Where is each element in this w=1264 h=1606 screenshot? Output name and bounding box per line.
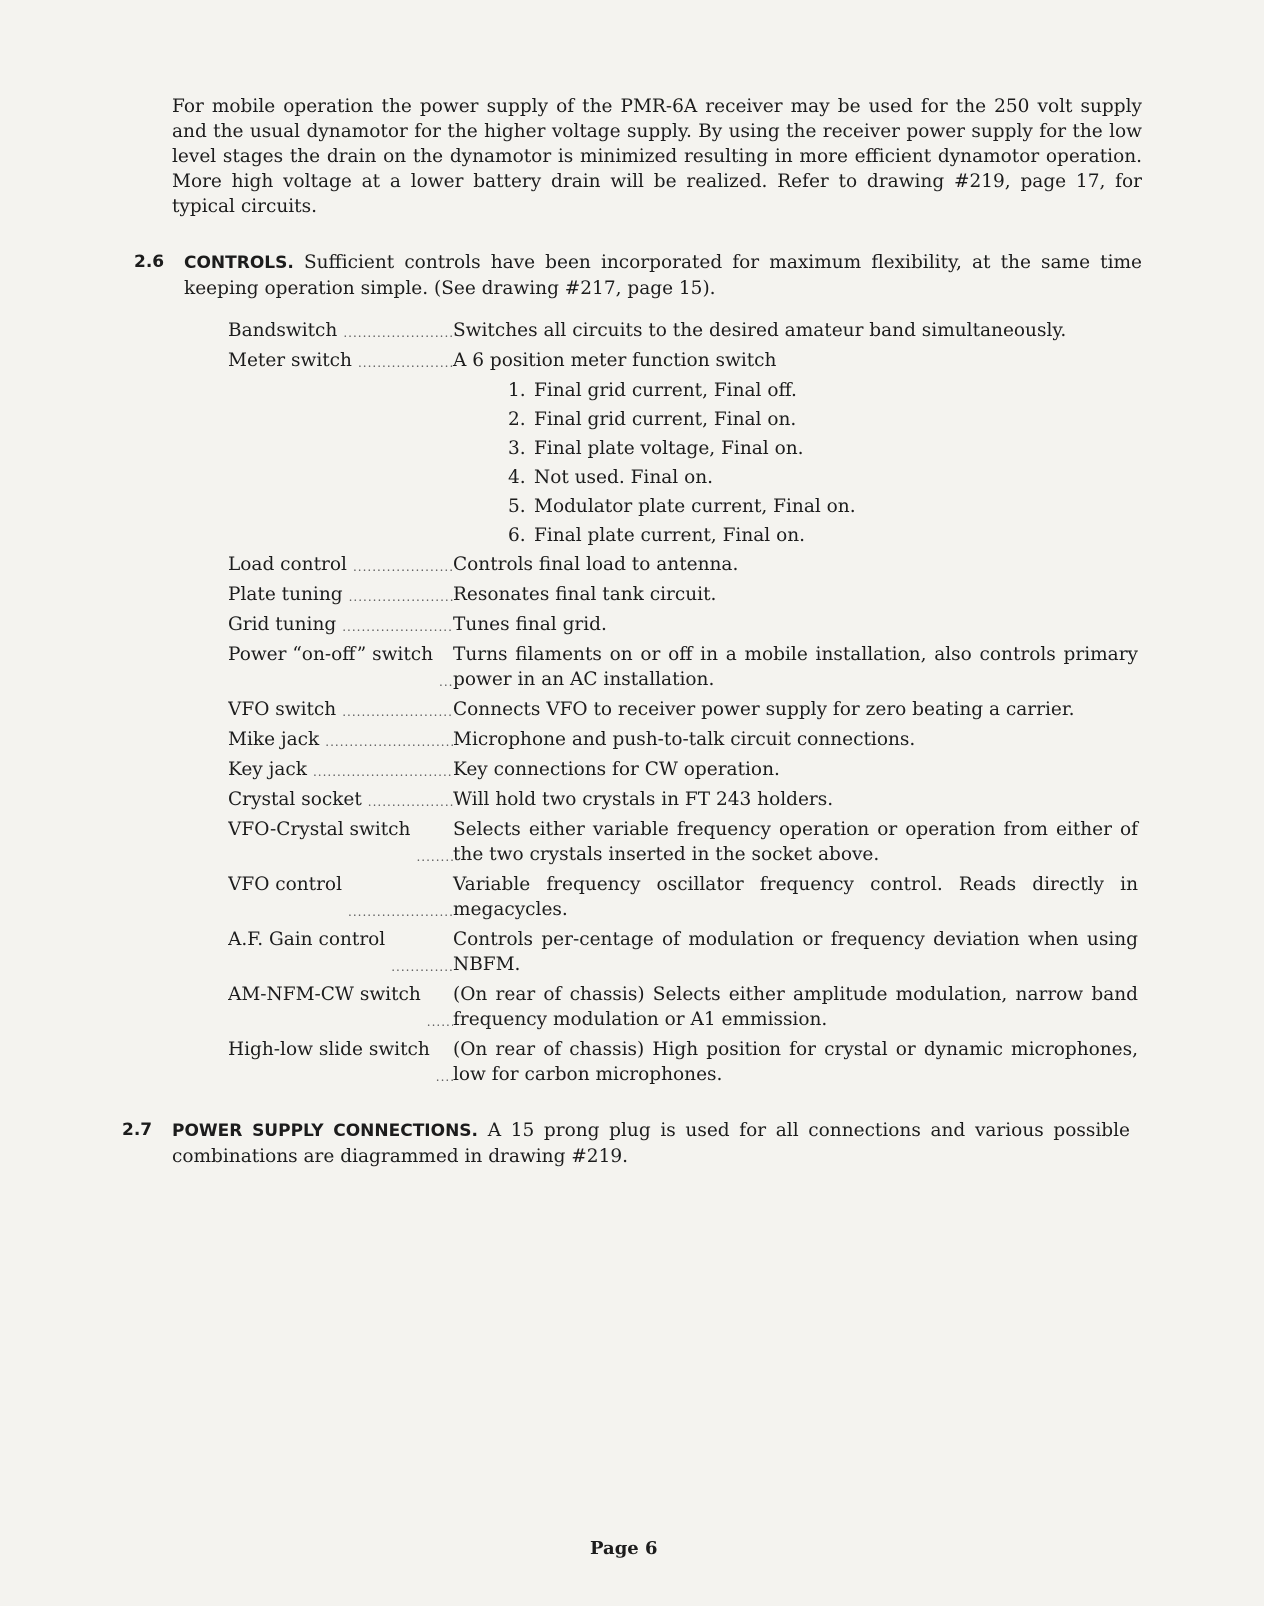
dot-leader [325,732,453,752]
control-label: Mike jack [228,729,320,750]
control-description: Controls final load to antenna. [453,554,739,575]
item-number: 5. [508,496,526,517]
control-label: A.F. Gain control [228,929,386,950]
intro-text: For mobile operation the power supply of the PMR-6A receiver may be used for the 250 volt supply and the usual dynamotor for the higher voltage supply. By using the receiver power supply for the low level stages the drain on the dynamotor is minimized resulting in more efficient dynamotor operation. More high voltage at a lower battery drain will be realized. Refer to drawing #219, page 17, for typical circuits. [172,96,1142,217]
control-row [228,348,1138,373]
control-row [228,927,1138,977]
dot-leader [391,957,453,977]
meter-position-item [508,436,1138,461]
dot-leader [416,847,453,867]
dot-leader [358,353,453,373]
control-description: A 6 position meter function switch [453,350,777,371]
controls-list [228,318,1138,1092]
control-label: Key jack [228,759,307,780]
control-description: (On rear of chassis) Selects either amplitude modulation, narrow band frequency modulation or A1 emmission. [453,984,1138,1030]
control-row [228,697,1138,722]
control-row [228,552,1138,577]
control-description: Resonates final tank circuit. [453,584,717,605]
meter-position-item [508,494,1138,519]
meter-position-item [508,407,1138,432]
dot-leader [342,617,453,637]
item-number: 6. [508,525,526,546]
control-label: Bandswitch [228,320,338,341]
control-label: VFO switch [228,699,337,720]
control-row [228,872,1138,922]
control-label: Meter switch [228,350,352,371]
section-text: A 15 prong plug is used for all connections and various possible combinations are diagrammed in drawing #219. [172,1120,1130,1167]
control-label: Grid tuning [228,614,337,635]
control-description: Connects VFO to receiver power supply for zero beating a carrier. [453,699,1075,720]
section-text: Sufficient controls have been incorporated for maximum flexibility, at the same time keeping operation simple. (See drawing #217, page 15). [184,252,1142,299]
control-row [228,642,1138,692]
control-row [228,582,1138,607]
control-description: Switches all circuits to the desired amateur band simultaneously. [453,320,1067,341]
dot-leader [343,323,453,343]
control-label: Power “on-off” switch [228,644,434,665]
dot-leader [342,702,453,722]
control-row [228,612,1138,637]
item-text: Final plate current, Final on. [534,525,805,546]
control-label: VFO control [228,874,342,895]
meter-position-item [508,523,1138,548]
control-description: Controls per-centage of modulation or frequency deviation when using NBFM. [453,929,1138,975]
control-row [228,727,1138,752]
control-description: Turns filaments on or off in a mobile installation, also controls primary power in an AC installation. [453,644,1138,690]
item-number: 3. [508,438,526,459]
control-row [228,1037,1138,1087]
control-row [228,982,1138,1032]
control-label: Load control [228,554,347,575]
control-label: Crystal socket [228,789,362,810]
meter-positions-list [508,378,1138,548]
item-text: Final plate voltage, Final on. [534,438,804,459]
item-text: Modulator plate current, Final on. [534,496,856,517]
dot-leader [439,672,453,692]
control-label: Plate tuning [228,584,343,605]
control-row [228,817,1138,867]
item-number: 1. [508,380,526,401]
dot-leader [348,902,453,922]
dot-leader [427,1012,453,1032]
item-number: 4. [508,467,526,488]
section-2-7 [122,1118,1130,1169]
control-description: Variable frequency oscillator frequency control. Reads directly in megacycles. [453,874,1138,920]
control-row [228,787,1138,812]
control-label: AM-NFM-CW switch [228,984,421,1005]
control-row [228,757,1138,782]
control-description: Tunes final grid. [453,614,607,635]
intro-paragraph [172,94,1142,219]
item-text: Not used. Final on. [534,467,714,488]
dot-leader [349,587,453,607]
control-description: Microphone and push-to-talk circuit connections. [453,729,916,750]
meter-position-item [508,465,1138,490]
meter-position-item [508,378,1138,403]
control-row [228,318,1138,343]
item-text: Final grid current, Final on. [534,409,797,430]
section-2-6 [134,250,1142,301]
dot-leader [436,1067,453,1087]
control-description: Key connections for CW operation. [453,759,780,780]
dot-leader [368,792,453,812]
page-number: Page 6 [590,1538,658,1559]
dot-leader [353,557,453,577]
item-number: 2. [508,409,526,430]
item-text: Final grid current, Final off. [534,380,797,401]
section-heading: POWER SUPPLY CONNECTIONS. [172,1121,479,1141]
section-number: 2.7 [122,1120,153,1140]
section-heading: CONTROLS. [184,253,294,273]
dot-leader [313,762,453,782]
control-label: High-low slide switch [228,1039,430,1060]
control-description: (On rear of chassis) High position for crystal or dynamic microphones, low for carbon microphones. [453,1039,1138,1085]
control-description: Selects either variable frequency operation or operation from either of the two crystals inserted in the socket above. [453,819,1138,865]
control-description: Will hold two crystals in FT 243 holders. [453,789,834,810]
control-label: VFO-Crystal switch [228,819,411,840]
section-number: 2.6 [134,252,165,272]
